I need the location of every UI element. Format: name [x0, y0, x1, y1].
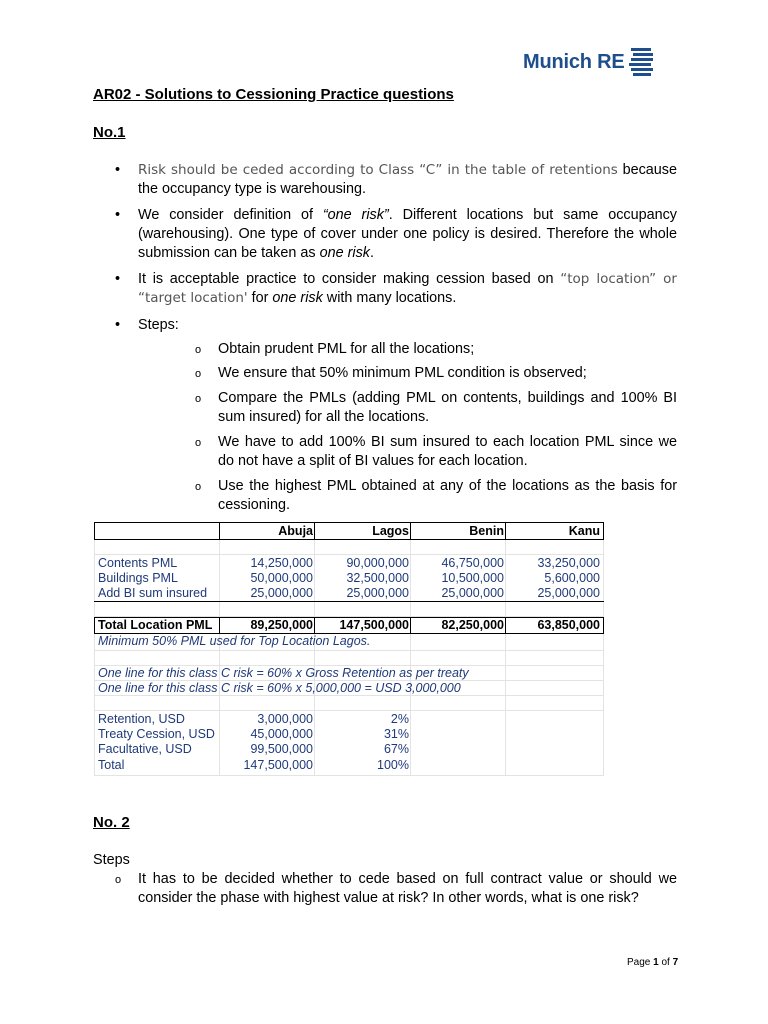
step-text: Use the highest PML obtained at any of the locations as the basis for cessioning. [218, 478, 677, 513]
cell: 46,750,000 [441, 556, 504, 570]
current-page: 1 [653, 957, 659, 968]
page-prefix: Page [627, 957, 654, 968]
split-label: Retention, USD [98, 712, 185, 726]
cell: 25,000,000 [441, 586, 504, 600]
bullet-2-emphasis: “one risk” [322, 207, 389, 223]
split-row [94, 742, 604, 757]
header-benin: Benin [469, 524, 504, 538]
circle-bullet-icon: o [195, 393, 202, 405]
bullet-3-text-c: with many locations. [322, 290, 457, 306]
header-lagos: Lagos [372, 524, 409, 538]
split-label: Total [98, 758, 125, 772]
pml-spreadsheet [94, 522, 604, 776]
question-1-heading: No.1 [93, 124, 126, 141]
total-label: Total Location PML [98, 618, 213, 632]
note-one-line: One line for this class C risk = 60% x Gross Retention as per treaty [98, 666, 469, 680]
split-row [94, 712, 604, 727]
note-row [94, 681, 604, 696]
total-row [94, 618, 604, 633]
cell: 10,500,000 [441, 571, 504, 585]
circle-bullet-icon: o [115, 874, 122, 886]
bullet-dot: • [115, 317, 121, 333]
munich-re-logo [523, 44, 655, 80]
cell: 25,000,000 [346, 586, 409, 600]
q2-step-text: It has to be decided whether to cede based on full contract value or should we consider the phase with highest value at risk? In other words, what is one risk? [138, 871, 677, 906]
total-cell: 63,850,000 [537, 618, 600, 632]
bullet-2-text-c: . [369, 245, 374, 261]
logo-mark-icon [629, 47, 655, 77]
cell: 50,000,000 [250, 571, 313, 585]
bullet-dot: • [115, 271, 121, 287]
note-row [94, 666, 604, 681]
page-of: of [658, 957, 673, 968]
table-header-row [94, 524, 604, 539]
total-pages: 7 [672, 957, 679, 968]
bullet-1-text: because the occupancy type is warehousing. [138, 162, 677, 197]
split-percent: 2% [390, 712, 409, 726]
total-cell: 147,500,000 [339, 618, 409, 632]
row-label: Buildings PML [98, 571, 178, 585]
circle-bullet-icon: o [195, 437, 202, 449]
steps-label: Steps [93, 852, 130, 868]
split-total-row [94, 758, 604, 773]
split-percent: 31% [383, 727, 409, 741]
step-text: Obtain prudent PML for all the locations; [218, 341, 475, 357]
question-2-heading: No. 2 [93, 814, 130, 831]
page-number [627, 957, 678, 968]
note-top-location: Minimum 50% PML used for Top Location Lagos. [98, 634, 371, 648]
cell: 32,500,000 [346, 571, 409, 585]
bullet-dot: • [115, 207, 121, 223]
cell: 90,000,000 [346, 556, 409, 570]
circle-bullet-icon: o [195, 368, 202, 380]
note-one-line-calc: One line for this class C risk = 60% x 5,000,000 = USD 3,000,000 [98, 681, 461, 695]
cell: 25,000,000 [250, 586, 313, 600]
document-title: AR02 - Solutions to Cessioning Practice questions [93, 86, 454, 103]
bullet-2-emphasis-2: one risk [319, 245, 370, 261]
split-percent: 100% [377, 758, 409, 772]
split-row [94, 727, 604, 742]
circle-bullet-icon: o [195, 344, 202, 356]
bullet-4-text: Steps: [138, 317, 179, 333]
circle-bullet-icon: o [195, 481, 202, 493]
logo-text: Munich RE [523, 50, 625, 73]
cell: 25,000,000 [537, 586, 600, 600]
split-amount: 99,500,000 [250, 742, 313, 756]
header-abuja: Abuja [278, 524, 313, 538]
table-row [94, 571, 604, 586]
split-label: Facultative, USD [98, 742, 192, 756]
cell: 5,600,000 [544, 571, 600, 585]
step-text: We ensure that 50% minimum PML condition is observed; [218, 365, 587, 381]
table-row [94, 556, 604, 571]
table-row [94, 586, 604, 601]
note-row [94, 634, 604, 649]
step-text: Compare the PMLs (adding PML on contents, buildings and 100% BI sum insured) for all the locations. [218, 390, 677, 425]
bullet-3-text-b: for [247, 290, 273, 306]
cell: 33,250,000 [537, 556, 600, 570]
row-label: Contents PML [98, 556, 178, 570]
bullet-2-text-b: . Different locations but same occupancy (warehousing). One type of cover under one policy is desired. Therefore the whole submission can be taken as [138, 207, 677, 261]
split-amount: 45,000,000 [250, 727, 313, 741]
split-percent: 67% [383, 742, 409, 756]
header-kanu: Kanu [568, 524, 600, 538]
split-label: Treaty Cession, USD [98, 727, 215, 741]
total-cell: 82,250,000 [441, 618, 504, 632]
bullet-1-gray-text: Risk should be ceded according to Class “C” in the table of retentions [138, 162, 618, 178]
step-text: We have to add 100% BI sum insured to each location PML since we do not have a split of BI values for each location. [218, 434, 677, 469]
split-amount: 3,000,000 [257, 712, 313, 726]
bullet-3-gray-text: “top location” or “target location' [138, 271, 677, 306]
bullet-3-text-a: It is acceptable practice to consider making cession based on [138, 271, 561, 287]
cell: 14,250,000 [250, 556, 313, 570]
bullet-dot: • [115, 162, 121, 178]
total-cell: 89,250,000 [250, 618, 313, 632]
bullet-3-emphasis: one risk [272, 290, 323, 306]
bullet-2-text-a: We consider definition of [138, 207, 323, 223]
split-amount: 147,500,000 [243, 758, 313, 772]
row-label: Add BI sum insured [98, 586, 208, 600]
